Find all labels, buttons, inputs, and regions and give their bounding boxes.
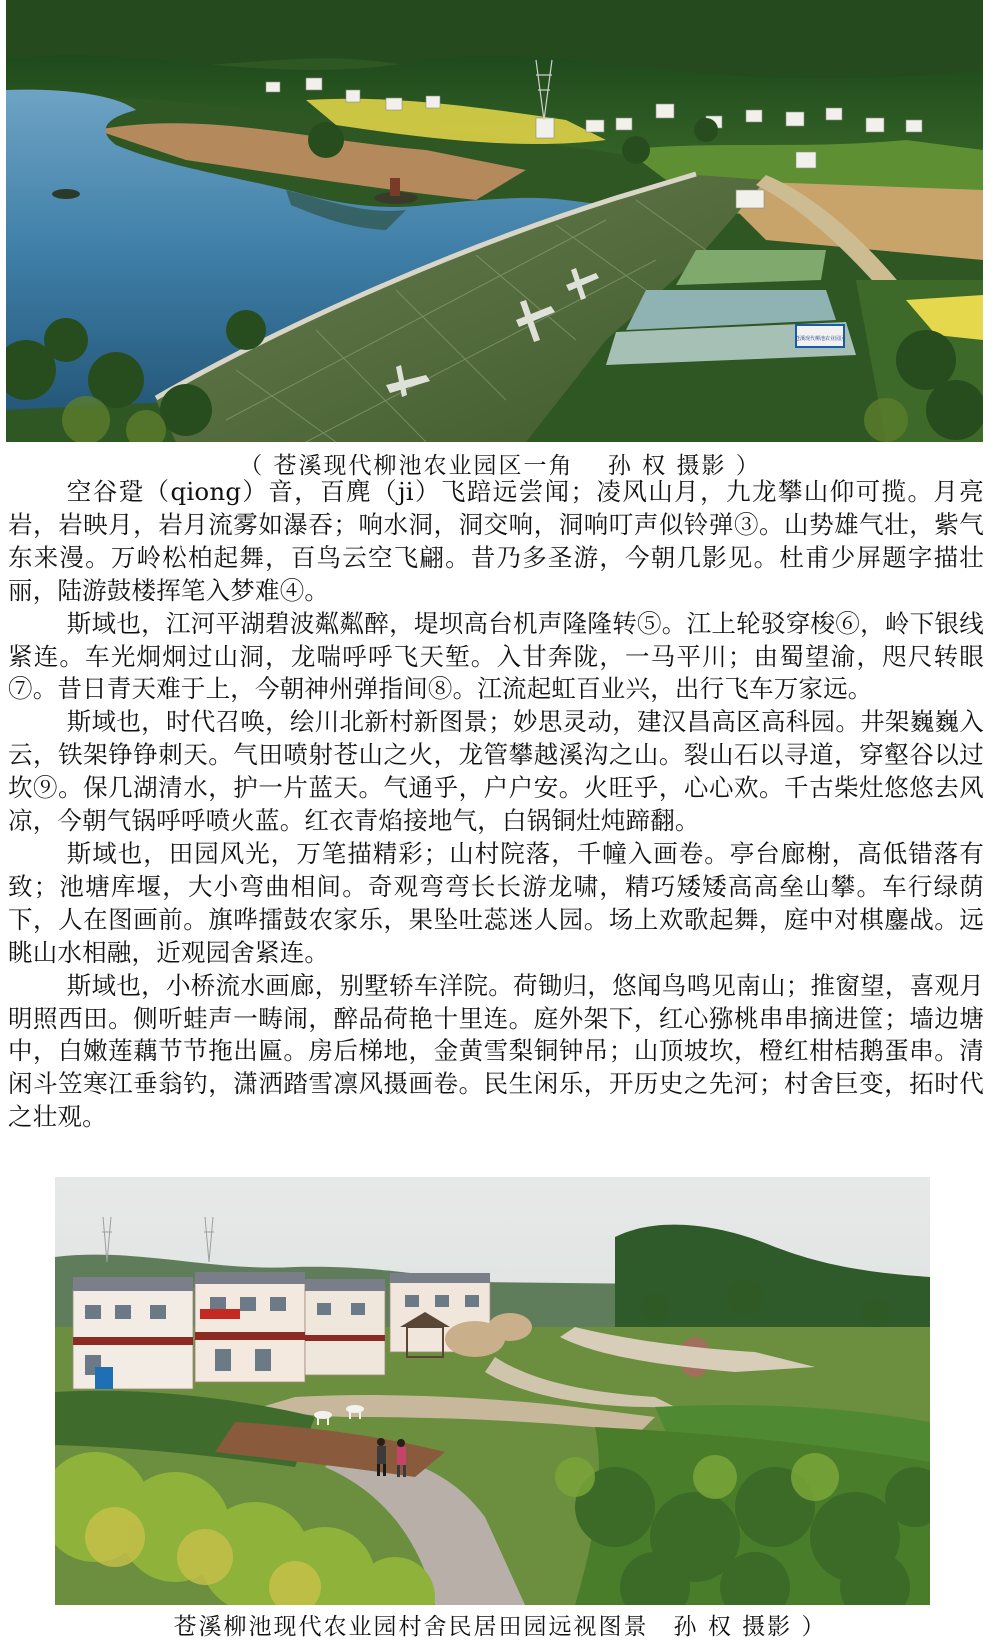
article-paragraph: 斯域也，江河平湖碧波粼粼醉，堤坝高台机声隆隆转⑤。江上轮驳穿梭⑥，岭下银线紧连。车光炯炯过山洞，龙喘呼呼飞天堑。入甘奔陇，一马平川；由蜀望渝，咫尺转眼⑦。昔日青天难于上，今朝神州弹指间⑧。江流起虹百业兴，出行飞车万家远。	[8, 608, 984, 704]
park-sign-text: 苍溪现代柳池农业园区	[794, 336, 846, 342]
article-paragraph: 斯域也，田园风光，万笔描精彩；山村院落，千幢入画卷。亭台廊榭，高低错落有致；池塘库堰，大小弯曲相间。奇观弯弯长长游龙啸，精巧矮矮高高垒山攀。车行绿荫下，人在图画前。旗哗擂鼓农家乐，果坠吐蕊迷人园。场上欢歌起舞，庭中对棋鏖战。远眺山水相融，近观园舍紧连。	[8, 838, 984, 967]
village-garden-photo	[55, 1177, 930, 1605]
bottom-photo-caption: 苍溪柳池现代农业园村舍民居田园远视图景 孙 权 摄影 ）	[173, 1614, 827, 1640]
article-paragraph: 斯域也，小桥流水画廊，别墅轿车洋院。荷锄归，悠闻鸟鸣见南山；推窗望，喜观月明照西田。侧听蛙声一畴闹，醉品荷艳十里连。庭外架下，红心猕桃串串摘进筐；墙边塘中，白嫩莲藕节节拖出匾。房后梯地，金黄雪梨铜钟吊；山顶坡坎，橙红柑桔鹅蛋串。清闲斗笠寒江垂翁钓，潇洒踏雪凛风摄画卷。民生闲乐，开历史之先河；村舍巨变，拓时代之壮观。	[8, 970, 984, 1132]
top-photo-caption: （ 苍溪现代柳池农业园区一角 孙 权 摄影 ）	[239, 453, 761, 479]
article-paragraph: 斯域也，时代召唤，绘川北新村新图景；妙思灵动，建汉昌高区高科园。井架巍巍入云，铁架铮铮刺天。气田喷射苍山之火，龙管攀越溪沟之山。裂山石以寻道，穿壑谷以过坎⑨。保几湖清水，护一片蓝天。气通乎，户户安。火旺乎，心心欢。千古柴灶悠悠去风凉，今朝气锅呼呼喷火蓝。红衣青焰接地气，白锅铜灶炖蹄翻。	[8, 707, 984, 836]
village-garden-illustration	[55, 1177, 930, 1605]
reservoir-dam-photo	[6, 0, 983, 442]
reservoir-dam-illustration	[6, 0, 983, 442]
article-paragraph: 空谷跫（qiong）音，百麂（ji）飞踣远尝闻；凌风山月，九龙攀山仰可揽。月亮岩，岩映月，岩月流雾如瀑吞；响水洞，洞交响，洞响叮声似铃弹③。山势雄气壮，紫气东来漫。万岭松柏起舞，百鸟云空飞翩。昔乃多圣游，今朝几影见。杜甫少屏题字描壮丽，陆游鼓楼挥笔入梦难④。	[8, 477, 984, 605]
article-body	[8, 476, 984, 1134]
